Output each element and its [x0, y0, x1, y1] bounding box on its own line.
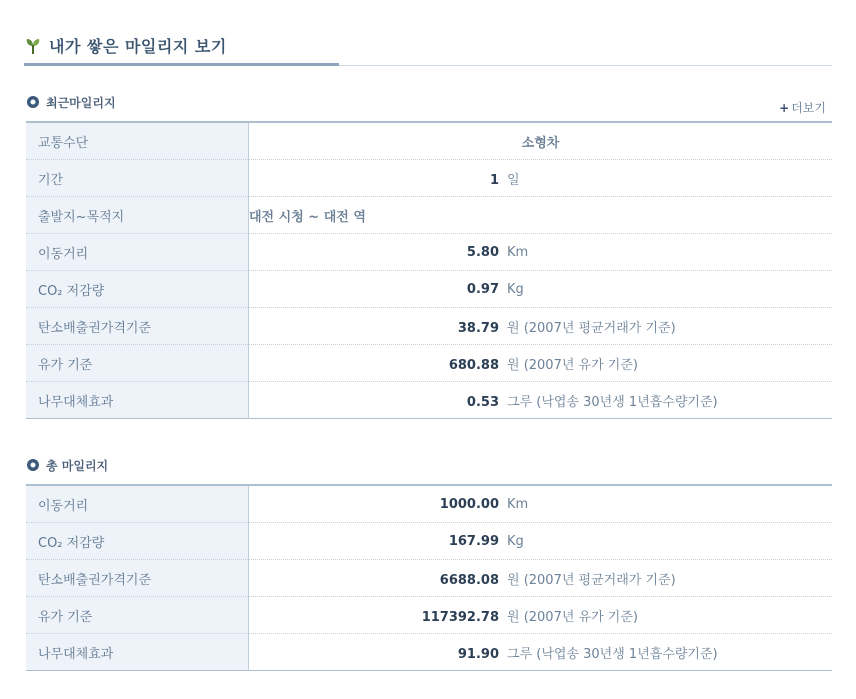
- circle-bullet-icon: [26, 458, 40, 472]
- row-label: 유가 기준: [26, 345, 249, 382]
- row-value: 소형차: [249, 122, 833, 160]
- row-label: 나무대체효과: [26, 382, 249, 419]
- row-label: 이동거리: [26, 234, 249, 271]
- table-row: [26, 234, 832, 271]
- table-row: [26, 597, 832, 634]
- more-label[interactable]: 더보기: [791, 101, 826, 115]
- row-unit: 원 (2007년 유가 기준): [507, 609, 638, 625]
- more-link[interactable]: [779, 99, 826, 116]
- row-value: 6688.08: [439, 572, 499, 588]
- table-row: [26, 634, 832, 671]
- row-value: 1: [489, 172, 499, 188]
- header-divider-accent: [24, 63, 339, 66]
- row-value: 167.99: [448, 533, 499, 549]
- plus-icon: +: [779, 101, 790, 115]
- total-mileage-table: [26, 484, 832, 671]
- sprout-icon: [24, 37, 42, 55]
- row-label: CO₂ 저감량: [26, 523, 249, 560]
- page-title: 내가 쌓은 마일리지 보기: [49, 37, 227, 56]
- row-value: 1000.00: [439, 496, 499, 512]
- total-section-label: 총 마일리지: [46, 459, 109, 473]
- row-unit: Kg: [507, 281, 524, 297]
- table-row: [26, 122, 832, 160]
- row-label: 탄소배출권가격기준: [26, 308, 249, 345]
- row-label: 출발지~목적지: [26, 197, 249, 234]
- table-row: [26, 485, 832, 523]
- row-value: 0.97: [466, 281, 499, 297]
- table-row: [26, 308, 832, 345]
- row-value: 91.90: [457, 646, 499, 662]
- page-header: [24, 30, 832, 70]
- row-label: 탄소배출권가격기준: [26, 560, 249, 597]
- row-label: CO₂ 저감량: [26, 271, 249, 308]
- table-row: [26, 523, 832, 560]
- row-unit: 일: [507, 172, 520, 188]
- table-row: [26, 345, 832, 382]
- row-unit: 원 (2007년 유가 기준): [507, 357, 638, 373]
- table-row: [26, 382, 832, 419]
- table-row: [26, 271, 832, 308]
- recent-section-label: 최근마일리지: [46, 96, 116, 110]
- row-label: 기간: [26, 160, 249, 197]
- row-unit: 원 (2007년 평균거래가 기준): [507, 320, 676, 336]
- row-unit: Km: [507, 244, 529, 260]
- row-label: 유가 기준: [26, 597, 249, 634]
- recent-mileage-table: [26, 121, 832, 419]
- row-unit: 그루 (낙엽송 30년생 1년흡수량기준): [507, 394, 718, 410]
- row-value: 0.53: [466, 394, 499, 410]
- row-label: 이동거리: [26, 485, 249, 523]
- row-value: 680.88: [448, 357, 499, 373]
- row-unit: 그루 (낙엽송 30년생 1년흡수량기준): [507, 646, 718, 662]
- row-label: 교통수단: [26, 122, 249, 160]
- table-row: [26, 160, 832, 197]
- row-value: 5.80: [466, 244, 499, 260]
- row-value: 38.79: [457, 320, 499, 336]
- row-unit: 원 (2007년 평균거래가 기준): [507, 572, 676, 588]
- row-value: 117392.78: [421, 609, 499, 625]
- circle-bullet-icon: [26, 95, 40, 109]
- row-value: 대전 시청 ~ 대전 역: [249, 197, 833, 234]
- row-unit: Kg: [507, 533, 524, 549]
- table-row: [26, 197, 832, 234]
- row-label: 나무대체효과: [26, 634, 249, 671]
- table-row: [26, 560, 832, 597]
- row-unit: Km: [507, 496, 529, 512]
